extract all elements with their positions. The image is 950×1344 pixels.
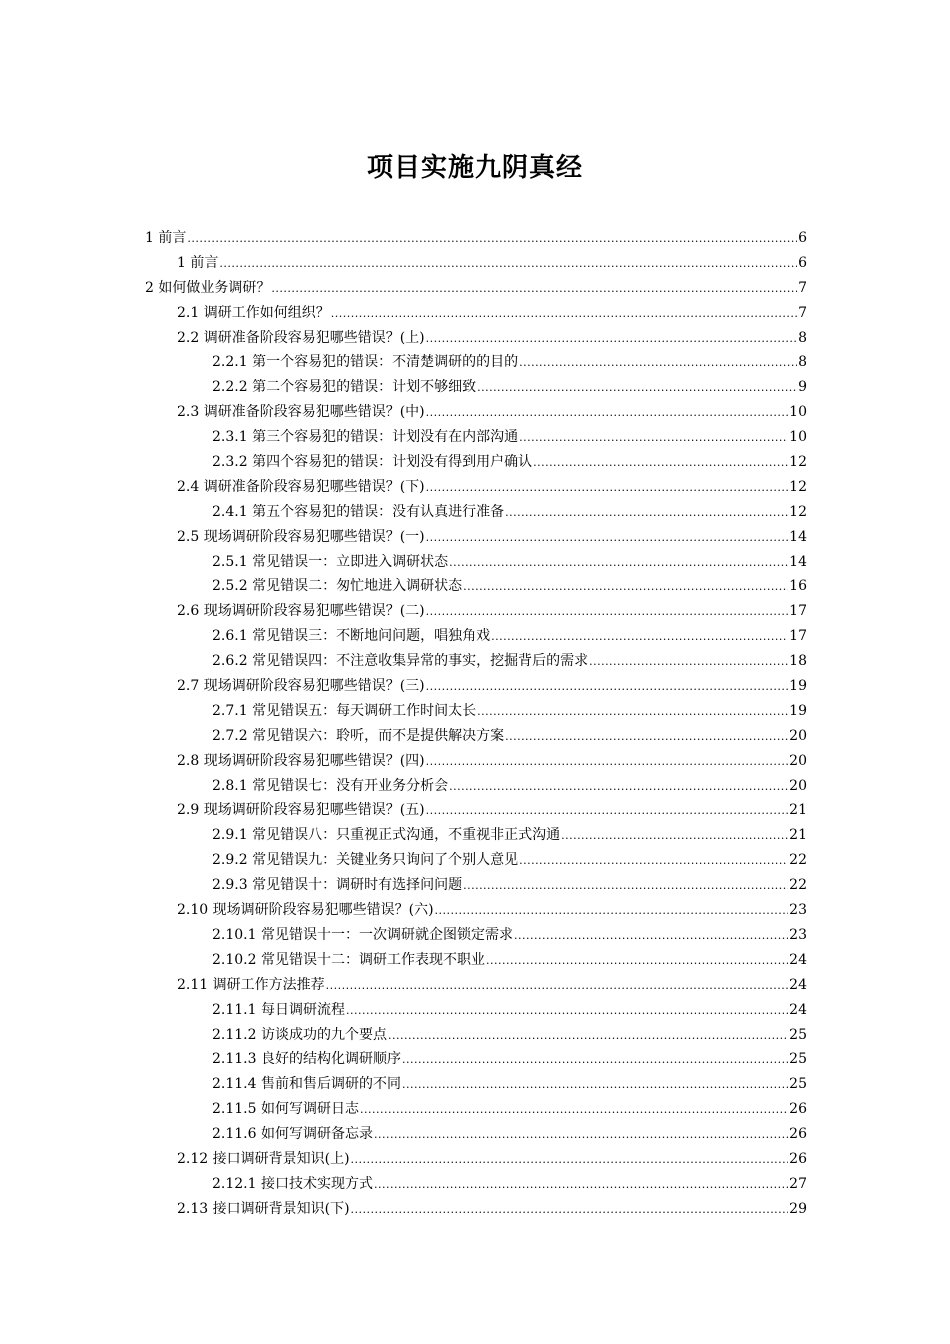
toc-page-number: 6 bbox=[798, 230, 807, 246]
toc-entry-title: 2.11.2 访谈成功的九个要点 bbox=[212, 1026, 387, 1043]
toc-entry[interactable] bbox=[145, 1172, 807, 1197]
toc-entry[interactable] bbox=[145, 1197, 807, 1222]
toc-dot-leader bbox=[486, 949, 788, 974]
toc-page-number: 18 bbox=[789, 653, 807, 670]
toc-page-number: 14 bbox=[789, 528, 807, 545]
toc-page-number: 26 bbox=[789, 1150, 807, 1167]
toc-page-number: 25 bbox=[789, 1051, 807, 1068]
toc-page-number: 25 bbox=[789, 1076, 807, 1093]
toc-dot-leader bbox=[449, 551, 788, 576]
toc-page-number: 23 bbox=[789, 902, 807, 919]
toc-entry[interactable] bbox=[145, 450, 807, 475]
toc-dot-leader bbox=[426, 327, 797, 352]
toc-page-number: 24 bbox=[789, 976, 807, 993]
toc-dot-leader bbox=[426, 476, 789, 501]
toc-entry-title: 2.6 现场调研阶段容易犯哪些错误？(二) bbox=[177, 603, 425, 620]
toc-entry[interactable] bbox=[145, 649, 807, 674]
toc-entry[interactable] bbox=[145, 873, 807, 898]
toc-entry[interactable] bbox=[145, 326, 807, 351]
toc-entry-title: 1 前言 bbox=[177, 254, 219, 271]
toc-entry-title: 2.11.5 如何写调研日志 bbox=[212, 1101, 359, 1118]
document-title: 项目实施九阴真经 bbox=[366, 153, 583, 184]
toc-dot-leader bbox=[360, 1098, 788, 1123]
toc-entry[interactable] bbox=[145, 998, 807, 1023]
toc-page-number: 7 bbox=[798, 279, 807, 296]
toc-dot-leader bbox=[402, 1048, 788, 1073]
toc-entry[interactable] bbox=[145, 624, 807, 649]
toc-entry-title: 2.10 现场调研阶段容易犯哪些错误？(六) bbox=[177, 902, 434, 919]
toc-entry[interactable] bbox=[145, 276, 807, 301]
toc-dot-leader bbox=[187, 227, 797, 252]
toc-page-number: 19 bbox=[789, 702, 807, 719]
toc-dot-leader bbox=[426, 750, 789, 775]
toc-entry[interactable] bbox=[145, 550, 807, 575]
toc-entry[interactable] bbox=[145, 973, 807, 998]
toc-page-number: 27 bbox=[789, 1175, 807, 1192]
toc-entry[interactable] bbox=[145, 500, 807, 525]
toc-page-number: 20 bbox=[789, 777, 807, 794]
toc-page-number: 10 bbox=[789, 404, 807, 421]
toc-entry-title: 2.12 接口调研背景知识(上) bbox=[177, 1150, 350, 1167]
toc-entry-title: 2.11.1 每日调研流程 bbox=[212, 1001, 345, 1018]
toc-page-number: 12 bbox=[789, 454, 807, 471]
toc-entry-title: 2.3 调研准备阶段容易犯哪些错误？(中) bbox=[177, 404, 425, 421]
toc-dot-leader bbox=[435, 899, 789, 924]
toc-entry[interactable] bbox=[145, 724, 807, 749]
toc-entry-title: 2.2 调研准备阶段容易犯哪些错误？(上) bbox=[177, 329, 425, 346]
toc-page-number: 22 bbox=[789, 877, 807, 894]
toc-dot-leader bbox=[519, 849, 788, 874]
toc-page-number: 26 bbox=[789, 1101, 807, 1118]
toc-page-number: 6 bbox=[798, 254, 807, 271]
toc-page-number: 26 bbox=[789, 1126, 807, 1143]
toc-page-number: 29 bbox=[789, 1200, 807, 1217]
toc-entry-title: 2.11.6 如何写调研备忘录 bbox=[212, 1126, 373, 1143]
toc-dot-leader bbox=[514, 924, 788, 949]
toc-entry-title: 2.3.2 第四个容易犯的错误：计划没有得到用户确认 bbox=[212, 454, 533, 471]
toc-page-number: 10 bbox=[789, 429, 807, 446]
toc-entry[interactable] bbox=[145, 350, 807, 375]
toc-dot-leader bbox=[374, 1173, 788, 1198]
toc-dot-leader bbox=[351, 1198, 789, 1223]
toc-dot-leader bbox=[426, 526, 789, 551]
toc-entry-title: 2.7.1 常见错误五：每天调研工作时间太长 bbox=[212, 702, 477, 719]
toc-dot-leader bbox=[351, 1148, 789, 1173]
toc-dot-leader bbox=[477, 700, 788, 725]
toc-entry-title: 2.8.1 常见错误七：没有开业务分析会 bbox=[212, 777, 449, 794]
toc-page-number: 16 bbox=[789, 578, 807, 595]
toc-entry[interactable] bbox=[145, 1023, 807, 1048]
toc-page-number: 21 bbox=[789, 802, 807, 819]
toc-entry[interactable] bbox=[145, 475, 807, 500]
toc-entry[interactable] bbox=[145, 699, 807, 724]
toc-page-number: 25 bbox=[789, 1026, 807, 1043]
toc-dot-leader bbox=[426, 600, 789, 625]
toc-dot-leader bbox=[463, 575, 788, 600]
toc-entry-title: 2.1 调研工作如何组织？ bbox=[177, 304, 330, 321]
toc-entry-title: 2.7 现场调研阶段容易犯哪些错误？(三) bbox=[177, 678, 425, 695]
toc-page-number: 20 bbox=[789, 727, 807, 744]
toc-entry[interactable] bbox=[145, 599, 807, 624]
toc-dot-leader bbox=[589, 650, 788, 675]
toc-page-number: 23 bbox=[789, 926, 807, 943]
toc-dot-leader bbox=[388, 1024, 788, 1049]
toc-entry-title: 2.11 调研工作方法推荐 bbox=[177, 976, 325, 993]
toc-page-number: 9 bbox=[798, 379, 807, 396]
toc-entry[interactable] bbox=[145, 425, 807, 450]
table-of-contents bbox=[145, 226, 807, 1222]
toc-page-number: 24 bbox=[789, 1001, 807, 1018]
toc-page-number: 20 bbox=[789, 752, 807, 769]
toc-entry-title: 2.2.2 第二个容易犯的错误：计划不够细致 bbox=[212, 379, 477, 396]
toc-entry[interactable] bbox=[145, 1122, 807, 1147]
toc-entry-title: 2.2.1 第一个容易犯的错误：不清楚调研的的目的 bbox=[212, 354, 519, 371]
toc-entry[interactable] bbox=[145, 923, 807, 948]
toc-page-number: 24 bbox=[789, 951, 807, 968]
toc-page-number: 12 bbox=[789, 478, 807, 495]
toc-entry[interactable] bbox=[145, 251, 807, 276]
toc-entry-title: 2.9.1 常见错误八：只重视正式沟通，不重视非正式沟通 bbox=[212, 827, 561, 844]
toc-dot-leader bbox=[426, 799, 789, 824]
toc-dot-leader bbox=[426, 401, 789, 426]
toc-entry-title: 2.5.1 常见错误一：立即进入调研状态 bbox=[212, 553, 449, 570]
toc-entry-title: 2.11.3 良好的结构化调研顺序 bbox=[212, 1051, 401, 1068]
toc-entry-title: 2 如何做业务调研？ bbox=[145, 279, 271, 296]
toc-entry[interactable] bbox=[145, 848, 807, 873]
toc-dot-leader bbox=[374, 1123, 788, 1148]
toc-entry[interactable] bbox=[145, 375, 807, 400]
toc-entry-title: 2.10.2 常见错误十二：调研工作表现不职业 bbox=[212, 951, 485, 968]
toc-entry-title: 2.5 现场调研阶段容易犯哪些错误？(一) bbox=[177, 528, 425, 545]
toc-entry-title: 2.10.1 常见错误十一：一次调研就企图锁定需求 bbox=[212, 926, 513, 943]
toc-entry[interactable] bbox=[145, 774, 807, 799]
toc-entry-title: 2.7.2 常见错误六：聆听，而不是提供解决方案 bbox=[212, 727, 505, 744]
toc-entry-title: 2.6.2 常见错误四：不注意收集异常的事实，挖掘背后的需求 bbox=[212, 653, 589, 670]
toc-dot-leader bbox=[331, 302, 797, 327]
toc-entry-title: 2.4.1 第五个容易犯的错误：没有认真进行准备 bbox=[212, 503, 505, 520]
toc-entry-title: 2.9 现场调研阶段容易犯哪些错误？(五) bbox=[177, 802, 425, 819]
toc-entry[interactable] bbox=[145, 525, 807, 550]
toc-page-number: 7 bbox=[798, 304, 807, 321]
toc-page-number: 22 bbox=[789, 852, 807, 869]
toc-dot-leader bbox=[561, 824, 788, 849]
toc-dot-leader bbox=[519, 351, 797, 376]
toc-dot-leader bbox=[326, 974, 789, 999]
toc-dot-leader bbox=[505, 725, 788, 750]
toc-entry[interactable] bbox=[145, 749, 807, 774]
toc-dot-leader bbox=[491, 625, 788, 650]
toc-entry-title: 2.5.2 常见错误二：匆忙地进入调研状态 bbox=[212, 578, 463, 595]
toc-entry[interactable] bbox=[145, 798, 807, 823]
toc-entry[interactable] bbox=[145, 301, 807, 326]
toc-dot-leader bbox=[477, 376, 797, 401]
toc-dot-leader bbox=[449, 775, 788, 800]
toc-entry[interactable] bbox=[145, 898, 807, 923]
toc-entry-title: 2.4 调研准备阶段容易犯哪些错误？(下) bbox=[177, 478, 425, 495]
toc-dot-leader bbox=[533, 451, 788, 476]
toc-dot-leader bbox=[271, 277, 797, 302]
toc-entry[interactable] bbox=[145, 1072, 807, 1097]
toc-entry-title: 2.12.1 接口技术实现方式 bbox=[212, 1175, 373, 1192]
toc-entry-title: 2.9.2 常见错误九：关键业务只询问了个别人意见 bbox=[212, 852, 519, 869]
toc-entry-title: 2.8 现场调研阶段容易犯哪些错误？(四) bbox=[177, 752, 425, 769]
toc-page-number: 12 bbox=[789, 503, 807, 520]
toc-entry-title: 1 前言 bbox=[145, 230, 187, 246]
toc-page-number: 8 bbox=[798, 354, 807, 371]
toc-page-number: 19 bbox=[789, 678, 807, 695]
toc-entry[interactable] bbox=[145, 1047, 807, 1072]
toc-page-number: 17 bbox=[789, 628, 807, 645]
toc-entry-title: 2.6.1 常见错误三：不断地问问题，唱独角戏 bbox=[212, 628, 491, 645]
toc-page-number: 17 bbox=[789, 603, 807, 620]
toc-dot-leader bbox=[505, 501, 788, 526]
toc-dot-leader bbox=[463, 874, 788, 899]
toc-entry-title: 2.9.3 常见错误十：调研时有选择问问题 bbox=[212, 877, 463, 894]
toc-entry-title: 2.11.4 售前和售后调研的不同 bbox=[212, 1076, 401, 1093]
toc-dot-leader bbox=[219, 252, 797, 277]
toc-entry[interactable] bbox=[145, 1147, 807, 1172]
toc-entry-title: 2.3.1 第三个容易犯的错误：计划没有在内部沟通 bbox=[212, 429, 519, 446]
toc-entry[interactable] bbox=[145, 226, 807, 251]
toc-page-number: 14 bbox=[789, 553, 807, 570]
toc-dot-leader bbox=[426, 675, 789, 700]
toc-dot-leader bbox=[519, 426, 788, 451]
toc-entry[interactable] bbox=[145, 823, 807, 848]
toc-entry[interactable] bbox=[145, 574, 807, 599]
toc-dot-leader bbox=[346, 999, 788, 1024]
toc-page-number: 8 bbox=[798, 329, 807, 346]
toc-entry[interactable] bbox=[145, 1097, 807, 1122]
toc-entry-title: 2.13 接口调研背景知识(下) bbox=[177, 1200, 350, 1217]
toc-page-number: 21 bbox=[789, 827, 807, 844]
toc-entry[interactable] bbox=[145, 948, 807, 973]
toc-entry[interactable] bbox=[145, 674, 807, 699]
toc-entry[interactable] bbox=[145, 400, 807, 425]
toc-dot-leader bbox=[402, 1073, 788, 1098]
